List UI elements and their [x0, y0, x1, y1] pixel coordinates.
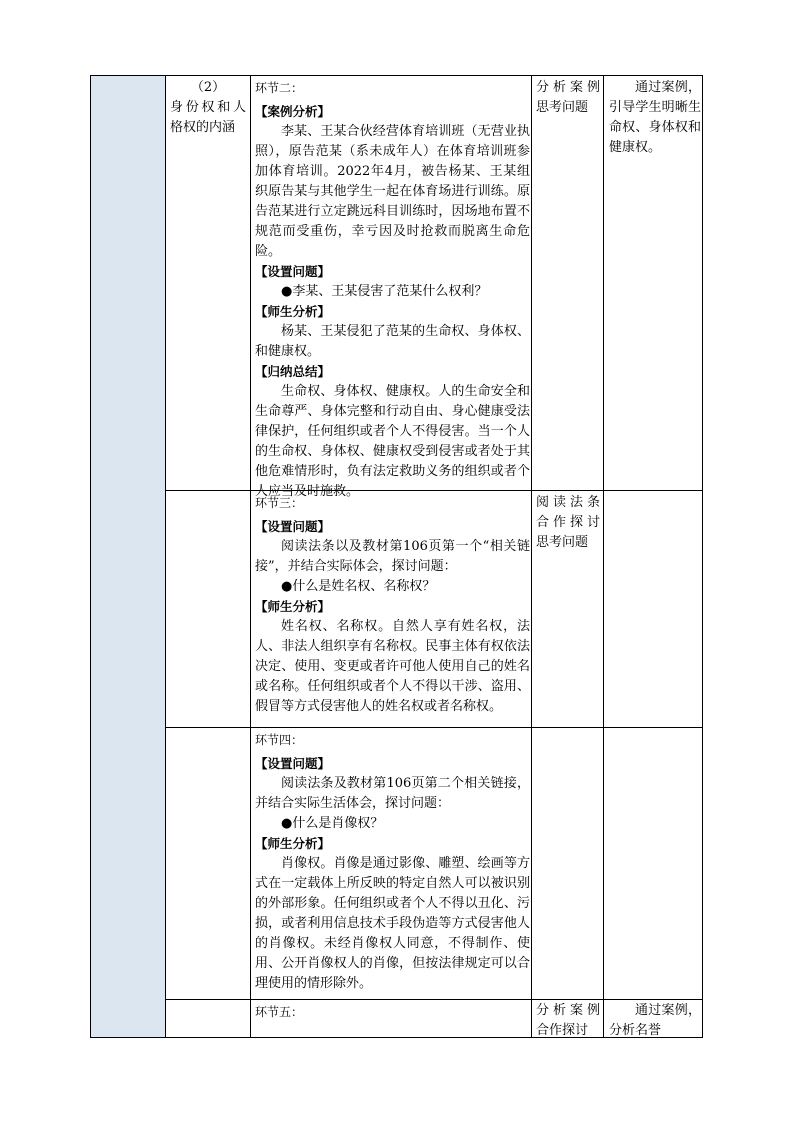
table-border	[165, 999, 703, 1000]
analysis-text: 肖像权。肖像是通过影像、雕塑、绘画等方式在一定载体上所反映的特定自然人可以被识别的外部形象。任何组织或者个人不得以丑化、污损，或者利用信息技术手段伪造等方式侵害他人的肖像权。未经肖像权人同意，不得制作、使用、公开肖像权人的肖像，但按法律规定可以合理使用的情形除外。	[255, 856, 530, 991]
activity-text: 阅读法条合作探讨思考问题	[536, 495, 600, 550]
activity-cell	[536, 1001, 600, 1041]
question-intro: 阅读法条及教材第106页第二个相关链接，并结合实际生活体会，探讨问题：	[255, 776, 530, 811]
heading-case-analysis: 【案例分析】	[255, 104, 331, 119]
intent-cell	[609, 1001, 701, 1041]
summary-text: 生命权、身体权、健康权。人的生命安全和生命尊严、身体完整和行动自由、身心健康受法律保护，任何组织或者个人不得侵害。当一个人的生命权、身体权、健康权受到侵害或者处于其他危难情形时，负有法定救助义务的组织或者个人应当及时施救。	[255, 384, 530, 499]
activity-text: 分析案例合作探讨	[536, 1003, 600, 1038]
activity-cell	[536, 493, 600, 553]
heading-summary: 【归纳总结】	[255, 364, 331, 379]
table-border	[250, 75, 251, 1038]
content-cell	[255, 730, 530, 994]
analysis-text: 杨某、王某侵犯了范某的生命权、身体权、和健康权。	[255, 324, 530, 359]
table-border	[603, 75, 604, 1038]
section-title: 环节五：	[255, 1005, 304, 1019]
question-intro: 阅读法条以及教材第106页第一个“相关链接”，并结合实际体会，探讨问题：	[255, 539, 530, 574]
question-text: ●什么是姓名权、名称权？	[281, 579, 436, 594]
topic-number: （2）	[190, 80, 226, 95]
activity-text: 分析案例思考问题	[536, 80, 600, 115]
heading-set-question: 【设置问题】	[255, 756, 331, 771]
intent-cell	[609, 78, 701, 158]
sidebar-column	[91, 75, 165, 1037]
intent-text: 通过案例，分析名誉	[609, 1003, 701, 1038]
analysis-text: 姓名权、名称权。自然人享有姓名权，法人、非法人组织享有名称权。民事主体有权依法决定、使用、变更或者许可他人使用自己的姓名或名称。任何组织或者个人不得以干涉、盗用、假冒等方式侵害他人的姓名权或者名称权。	[255, 619, 530, 714]
intent-text: 通过案例，引导学生明晰生命权、身体权和健康权。	[609, 80, 701, 155]
question-text: ●李某、王某侵害了范某什么权利？	[281, 284, 488, 299]
section-title: 环节四：	[255, 733, 304, 747]
section-title: 环节三：	[255, 496, 304, 510]
table-border	[165, 727, 703, 728]
table-border	[165, 75, 166, 1038]
content-cell	[255, 493, 530, 717]
table-border	[531, 75, 532, 1038]
heading-set-question: 【设置问题】	[255, 519, 331, 534]
heading-teacher-analysis: 【师生分析】	[255, 836, 331, 851]
topic-title: 身份权和人格权的内涵	[170, 100, 246, 135]
heading-teacher-analysis: 【师生分析】	[255, 599, 331, 614]
content-cell	[255, 1002, 530, 1026]
heading-set-question: 【设置问题】	[255, 264, 331, 279]
table-border	[702, 75, 703, 1038]
heading-teacher-analysis: 【师生分析】	[255, 304, 331, 319]
topic-cell	[170, 78, 246, 138]
activity-cell	[536, 78, 600, 118]
case-text: 李某、王某合伙经营体育培训班（无营业执照），原告范某（系未成年人）在体育培训班参加体育培训。2022年4月，被告杨某、王某组织原告某与其他学生一起在体育场进行训练。原告范某进行立定跳远科目训练时，因场地布置不规范而受重伤，幸亏因及时抢救而脱离生命危险。	[255, 124, 530, 259]
section-title: 环节二：	[255, 81, 304, 95]
content-cell	[255, 78, 530, 502]
table-border	[90, 75, 703, 76]
question-text: ●什么是肖像权？	[281, 816, 384, 831]
table-border	[90, 75, 91, 1038]
